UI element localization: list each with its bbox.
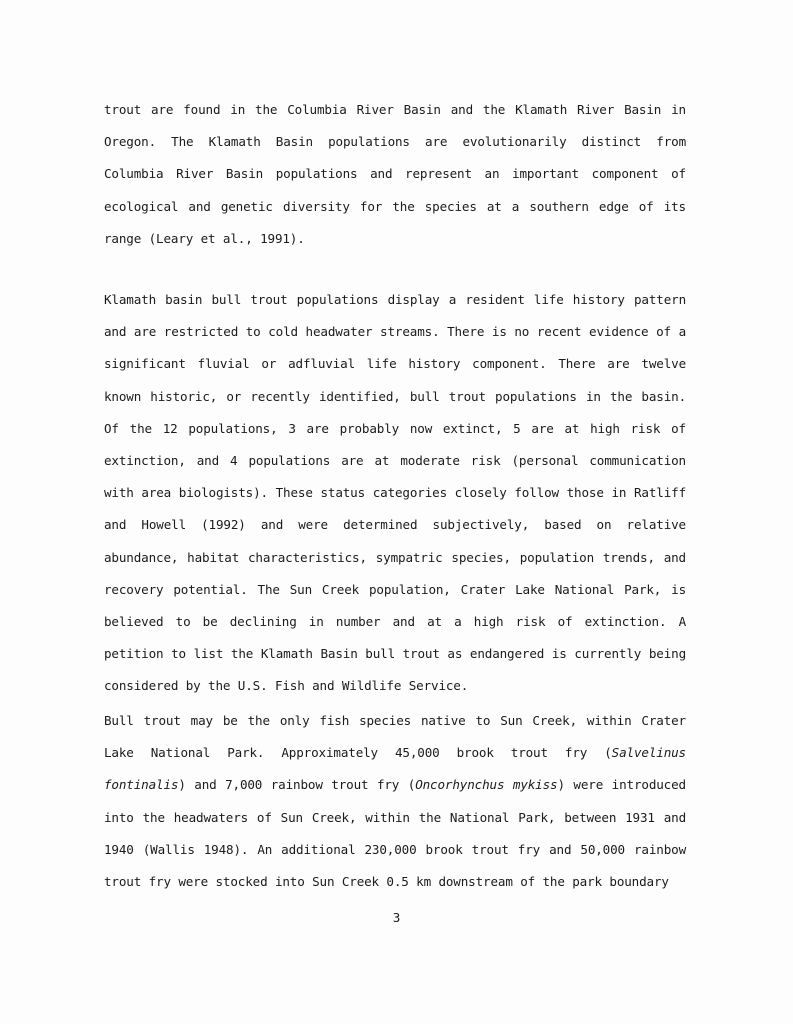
paragraph-text: Klamath basin bull trout populations display a resident life history pattern and are restricted to cold headwater streams. There is no recent evidence of a significant fluvial or adfluvial life history component. There are twelve known historic, or recently identified, bull trout populations in the basin. Of the 12 populations, 3 are probably now extinct, 5 are at high risk of extinction, and 4 populations are at moderate risk (personal communication with area biologists). These status categories closely follow those in Ratliff and Howell (1992) and were determined subjectively, based on relative abundance, habitat characteristics, sympatric species, population trends, and recovery potential. The Sun Creek population, Crater Lake National Park, is believed to be declining in number and at a high risk of extinction. A petition to list the Klamath Basin bull trout as endangered is currently being considered by the U.S. Fish and Wildlife Service. <box>104 292 686 694</box>
paragraph-text: trout are found in the Columbia River Basin and the Klamath River Basin in Oregon. The Klamath Basin populations are evolutionarily distinct from Columbia River Basin populations and represent an important component of ecological and genetic diversity for the species at a southern edge of its range (Leary et al., 1991). <box>104 102 686 246</box>
page-number: 3 <box>392 910 401 925</box>
paragraph-range-description <box>104 94 686 255</box>
text-segment: ) were introduced into the headwaters of Sun Creek, within the National Park, between 1931 and 1940 (Wallis 1948). An additional 230,000 brook trout fry and 50,000 rainbow trout fry were stocked into Sun Creek 0.5 km downstream of the park boundary <box>104 777 686 890</box>
text-segment: ) and 7,000 rainbow trout fry ( <box>178 777 416 793</box>
paragraph-stocking-history <box>104 705 686 898</box>
paragraph-population-status <box>104 284 686 703</box>
species-name-rainbow-trout: Oncorhynchus mykiss <box>415 777 558 793</box>
paragraph-text <box>104 705 686 898</box>
text-segment: Bull trout may be the only fish species native to Sun Creek, within Crater Lake National Park. Approximately 45,000 brook trout fry ( <box>104 713 686 761</box>
species-name-brook-trout: Salvelinus fontinalis <box>104 745 686 793</box>
